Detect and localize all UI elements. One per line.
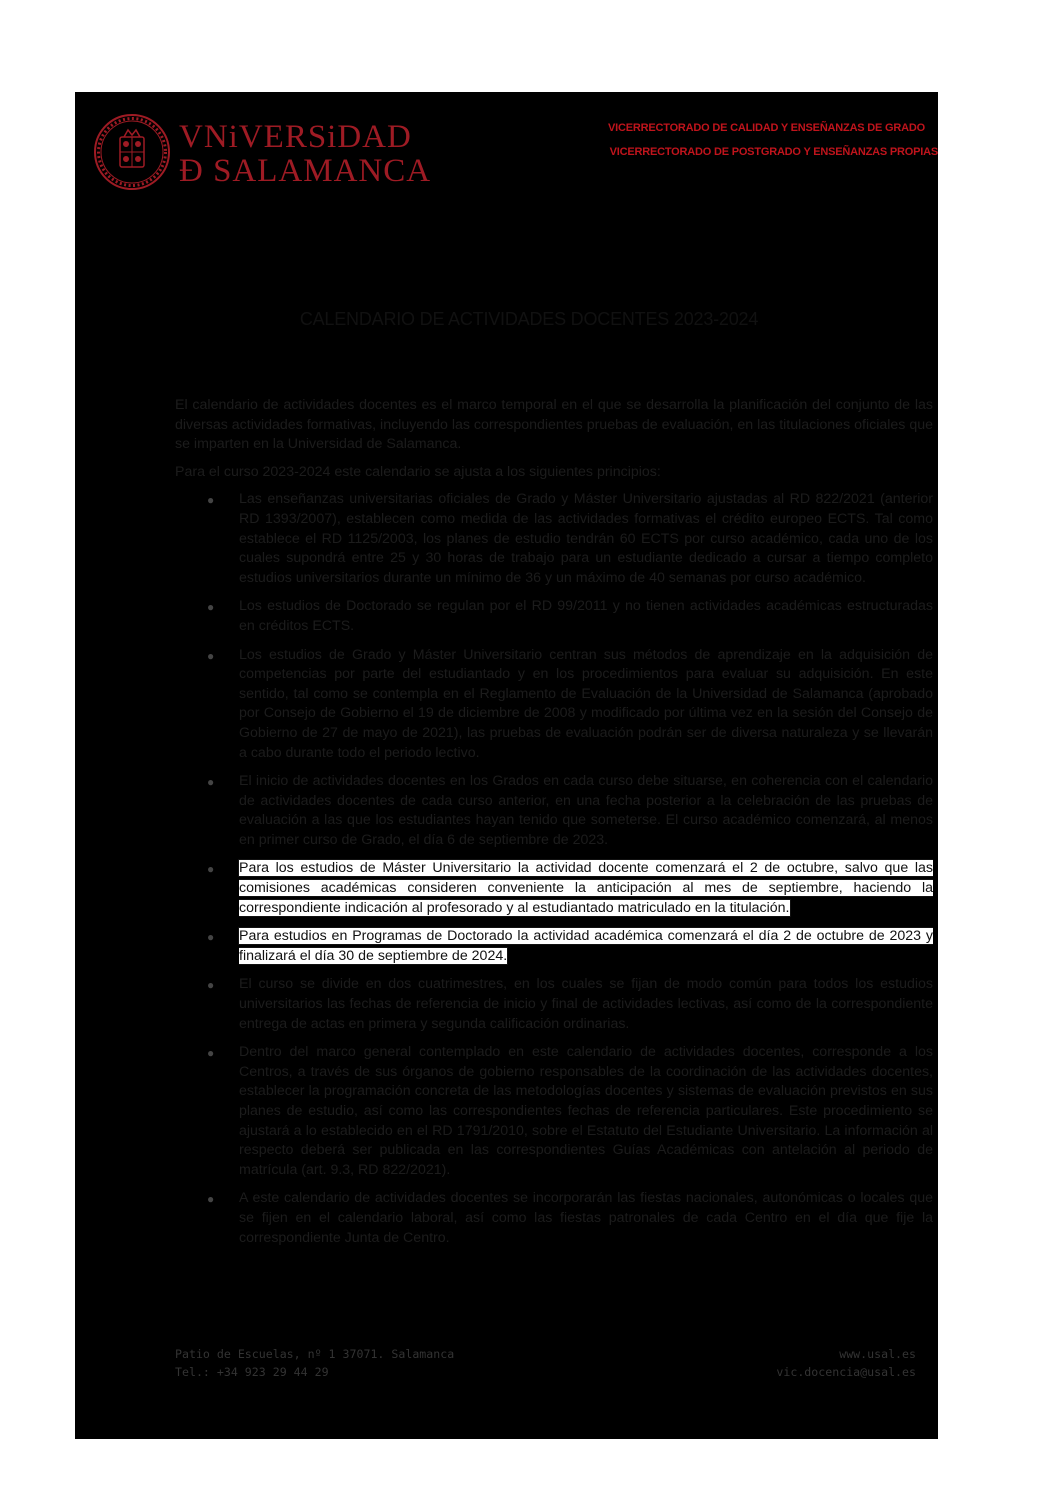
footer-contact-block: [776, 1345, 916, 1381]
highlighted-text[interactable]: Para los estudios de Máster Universitario la actividad docente comenzará el 2 de octubre, salvo que las comisiones académicas consideren conveniente la anticipación al mes de septiembre, haciendo la correspondiente indicación al profesorado y al estudiantado matriculado en la titulación.: [239, 860, 933, 916]
list-item: [175, 597, 933, 636]
list-item: [175, 1189, 933, 1248]
list-item-highlighted: [175, 859, 933, 918]
list-item-text: El curso se divide en dos cuatrimestres, en los cuales se fijan de modo común para todos los estudios universitarios las fechas de referencia de inicio y final de actividades lectivas, así como de la correspondiente entrega de actas en primera y segunda calificación ordinarias.: [239, 976, 933, 1032]
bullet-icon: ●: [207, 862, 215, 877]
list-item: [175, 772, 933, 850]
footer-address: Patio de Escuelas, nº 1 37071. Salamanca: [175, 1347, 455, 1361]
logo-line-1: VNiVERSiDAD: [179, 119, 412, 155]
bullet-icon: ●: [207, 1046, 215, 1061]
bullet-icon: ●: [207, 930, 215, 945]
intro-lead: Para el curso 2023-2024 este calendario se ajusta a los siguientes principios:: [175, 463, 661, 480]
list-item-text: Los estudios de Doctorado se regulan por el RD 99/2011 y no tienen actividades académicas estructuradas en créditos ECTS.: [239, 598, 933, 634]
footer-phone: Tel.: +34 923 29 44 29: [175, 1365, 329, 1379]
list-item-text: Los estudios de Grado y Máster Universitario centran sus métodos de aprendizaje en la adquisición de competencias por parte del estudiantado y en los procedimientos para evaluar su adquisición. En este sentido, tal como se contempla en el Reglamento de Evaluación de la Universidad de Salamanca (aprobado por Consejo de Gobierno el 19 de diciembre de 2008 y modificado por última vez en la sesión del Consejo de Gobierno de 27 de mayo de 2021), las pruebas de evaluación podrán ser de diversa naturaleza y se llevarán a cabo durante todo el periodo lectivo.: [239, 646, 933, 761]
bullet-icon: ●: [207, 1192, 215, 1207]
list-item-text: Dentro del marco general contemplado en este calendario de actividades docentes, corresponde a los Centros, a través de sus órganos de gobierno responsables de la coordinación de las actividades docentes, establecer la programación concreta de las metodologías docentes y sistemas de evaluación previstos en sus planes de estudio, así como las correspondientes fechas de referencia particulares. Este procedimiento se ajustará a lo establecido en el RD 1791/2010, sobre el Estatuto del Estudiante Universitario. La información al respecto deberá ser publicada en las correspondientes Guías Académicas con antelación al periodo de matrícula (art. 9.3, RD 822/2021).: [239, 1044, 933, 1178]
list-item: [175, 490, 933, 588]
intro-paragraph: El calendario de actividades docentes es el marco temporal en el que se desarrolla la planificación del conjunto de las diversas actividades formativas, incluyendo las correspondientes pruebas de evaluación, en las titulaciones oficiales que se imparten en la Universidad de Salamanca.: [175, 397, 933, 453]
document-title: CALENDARIO DE ACTIVIDADES DOCENTES 2023-2024: [299, 309, 759, 329]
principles-list: [175, 490, 933, 1248]
bullet-icon: ●: [207, 775, 215, 790]
vicerrectorado-postgrado: VICERRECTORADO DE POSTGRADO Y ENSEÑANZAS PROPIAS: [609, 146, 938, 158]
bullet-icon: ●: [207, 600, 215, 615]
vicerrectorado-grado: VICERRECTORADO DE CALIDAD Y ENSEÑANZAS DE GRADO: [608, 122, 925, 134]
highlighted-text[interactable]: Para estudios en Programas de Doctorado la actividad académica comenzará el día 2 de octubre de 2023 y finalizará el día 30 de septiembre de 2024.: [239, 928, 933, 964]
bullet-icon: ●: [207, 648, 215, 663]
list-item-text: El inicio de actividades docentes en los Grados en cada curso debe situarse, en coherencia con el calendario de actividades docentes de cada curso anterior, en una fecha posterior a la celebración de las pruebas de evaluación a las que los estudiantes hayan tenido que someterse. El curso académico comenzará, al menos en primer curso de Grado, el día 6 de septiembre de 2023.: [239, 773, 933, 848]
document-body: [175, 396, 933, 1257]
vicerrectorados-header: [518, 116, 938, 164]
footer-address-block: [175, 1345, 454, 1381]
bullet-icon: ●: [207, 978, 215, 993]
university-seal-icon: [93, 113, 171, 191]
bullet-icon: ●: [207, 493, 215, 508]
footer-email-link[interactable]: vic.docencia@usal.es: [776, 1365, 916, 1379]
list-item-text: A este calendario de actividades docentes se incorporarán las fiestas nacionales, autonómicas o locales que se fijen en el calendario laboral, así como las fiestas patronales de cada Centro en el día que fije la correspondiente Junta de Centro.: [239, 1190, 933, 1246]
list-item: [175, 646, 933, 764]
footer-website-link[interactable]: www.usal.es: [839, 1347, 916, 1361]
list-item-highlighted: [175, 927, 933, 966]
list-item-text: Las enseñanzas universitarias oficiales de Grado y Máster Universitario ajustadas al RD 822/2021 (anterior RD 1393/2007), establecen como medida de las actividades formativas el crédito europeo ECTS. Tal como establece el RD 1125/2003, los planes de estudio tendrán 60 ECTS por curso académico, cada uno de los cuales supondrá entre 25 y 30 horas de trabajo para un estudiante dedicado a cursar a tiempo completo estudios universitarios durante un mínimo de 36 y un máximo de 40 semanas por curso académico.: [239, 491, 933, 586]
logo-line-2: Ð SALAMANCA: [179, 153, 432, 189]
university-logo: [93, 113, 432, 191]
list-item: [175, 975, 933, 1034]
list-item: [175, 1043, 933, 1180]
